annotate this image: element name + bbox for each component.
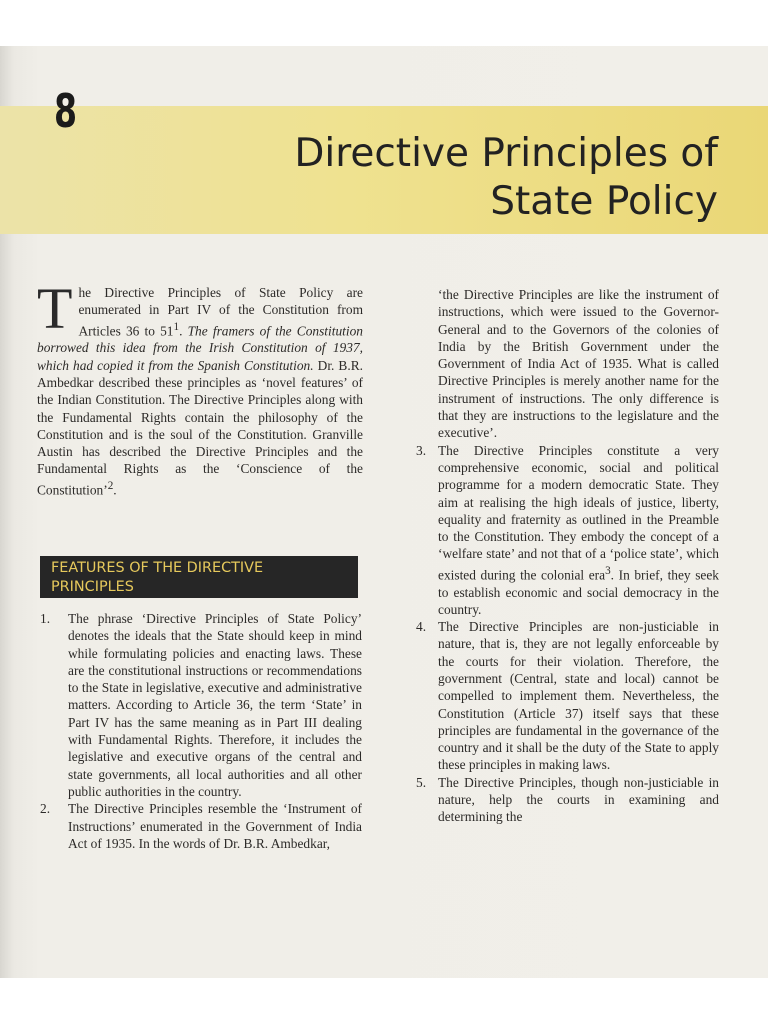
list-item: 1. The phrase ‘Directive Principles of State Policy’ denotes the ideals that the State should keep in mind while formulating policies and enacting laws. These are the constitutional instructions or recommendations to the State in legislative, executive and administrative matters. According to Article 36, the term ‘State’ in Part IV has the same meaning as in Part III dealing with Fundamental Rights. Therefore, it includes the legislative and executive organs of the central and state governments, all local authorities and all other public authorities in the country. — [40, 611, 362, 799]
chapter-title-line-1: Directive Principles of — [294, 131, 718, 176]
chapter-title — [294, 130, 718, 226]
list-item: 4. The Directive Principles are non-justiciable in nature, that is, they are not legally enforceable by the courts for their violation. Therefore, the government (Central, state and local) cannot be compelled to implement them. Nevertheless, the Constitution (Article 37) itself says that these principles are fundamental in the governance of the country and it shall be the duty of the State to apply these principles in making laws. — [416, 619, 719, 773]
footnote-ref-2: 2 — [107, 479, 114, 492]
list-item: 2. The Directive Principles resemble the ‘Instrument of Instructions’ enumerated in the Government of India Act of 1935. In the words of Dr. B.R. Ambedkar, — [40, 801, 362, 851]
page-bottom-margin — [0, 978, 768, 1024]
chapter-number: 8 — [54, 84, 78, 138]
footnote-ref-1: 1 — [173, 320, 180, 333]
book-page — [0, 46, 768, 978]
footnote-ref-3: 3 — [605, 564, 611, 577]
chapter-title-line-2: State Policy — [490, 179, 718, 224]
intro-text-4: . — [113, 482, 117, 498]
features-list-right — [416, 286, 719, 826]
features-list-left — [40, 610, 362, 852]
section-heading-box — [40, 556, 358, 598]
intro-text-3: Dr. B.R. Ambedkar described these principles as ‘novel features’ of the Indian Constitution. The Directive Principles along with the Fundamental Rights contain the philosophy of the Constitution and is the soul of the Constitution. Granville Austin has described the Directive Principles and the Fundamental Rights as the ‘Conscience of the Constitution’ — [37, 357, 363, 498]
drop-cap: T — [37, 276, 73, 341]
list-item: 3. The Directive Principles constitute a very comprehensive economic, social and political programme for a modern democratic State. They aim at realising the high ideals of justice, liberty, equality and fraternity as outlined in the Preamble to the Constitution. They embody the concept of a ‘welfare state’ and not that of a ‘police state’, which existed during the colonial era$^3$. In brief, they seek to establish economic and social democracy in the country. — [416, 442, 719, 617]
section-heading-line-2: PRINCIPLES — [51, 579, 134, 595]
intro-italic: The framers of the Constitution borrowed this idea from the Irish Constitution of 1937, which had copied it from the Spanish Constitution. — [37, 323, 363, 373]
intro-text-1: he Directive Principles of State Policy are enumerated in Part IV of the Constitution from Articles 36 to 51 — [78, 285, 363, 339]
list-item: 5. The Directive Principles, though non-justiciable in nature, help the courts in examining and determining the — [416, 774, 719, 825]
section-heading-line-1: FEATURES OF THE DIRECTIVE — [51, 560, 264, 576]
intro-text-2: . — [179, 323, 183, 339]
intro-paragraph — [37, 276, 363, 499]
quote-continuation: ‘the Directive Principles are like the instrument of instructions, which were issued to the Governor-General and to the Governors of the colonies of India by the British Government under the Government of India Act of 1935. What is called Directive Principles is merely another name for the instrument of instructions. The only difference is that they are instructions to the legislature and the executive’. — [438, 287, 719, 441]
